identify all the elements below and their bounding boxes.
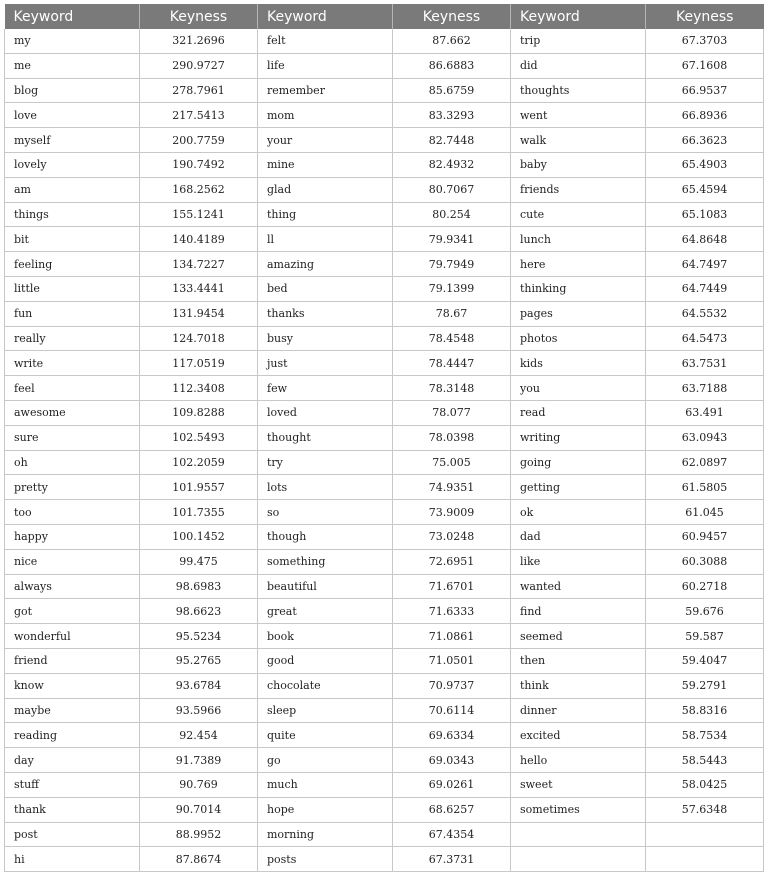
keyword-cell: mom: [258, 103, 393, 128]
keyness-cell: 140.4189: [140, 227, 258, 252]
keyness-cell: 321.2696: [140, 29, 258, 53]
keyword-cell: oh: [5, 450, 140, 475]
keyness-cell: 200.7759: [140, 128, 258, 153]
table-row: [5, 549, 764, 574]
keyness-cell: 90.769: [140, 772, 258, 797]
keyword-cell: me: [5, 53, 140, 78]
keyness-cell: 290.9727: [140, 53, 258, 78]
table-row: [5, 425, 764, 450]
keyword-cell: sweet: [511, 772, 646, 797]
table-row: [5, 797, 764, 822]
keyness-cell: 112.3408: [140, 376, 258, 401]
keyness-cell: 98.6623: [140, 599, 258, 624]
keyword-cell: got: [5, 599, 140, 624]
keyness-cell: 155.1241: [140, 202, 258, 227]
keyword-cell: thing: [258, 202, 393, 227]
keyness-cell: 64.7497: [646, 252, 764, 277]
table-header: [5, 4, 764, 29]
table-body: [5, 29, 764, 872]
keyword-cell: am: [5, 177, 140, 202]
keyness-header-1: Keyness: [140, 4, 258, 29]
keyness-cell: 80.7067: [393, 177, 511, 202]
keyword-cell: things: [5, 202, 140, 227]
keyword-cell: read: [511, 400, 646, 425]
keyword-cell: loved: [258, 400, 393, 425]
keyness-cell: 58.0425: [646, 772, 764, 797]
keyword-cell: kids: [511, 351, 646, 376]
keyness-cell: 69.0343: [393, 748, 511, 773]
keyword-cell: love: [5, 103, 140, 128]
keyness-cell: 58.7534: [646, 723, 764, 748]
keyword-cell: excited: [511, 723, 646, 748]
keyness-cell: 69.0261: [393, 772, 511, 797]
table-row: [5, 227, 764, 252]
keyword-cell: think: [511, 673, 646, 698]
table-row: [5, 500, 764, 525]
keyword-cell: ok: [511, 500, 646, 525]
keyness-cell: 71.6333: [393, 599, 511, 624]
keyword-cell: writing: [511, 425, 646, 450]
keyword-header-2: Keyword: [258, 4, 393, 29]
keyword-cell: friends: [511, 177, 646, 202]
keyword-cell: like: [511, 549, 646, 574]
keyword-cell: something: [258, 549, 393, 574]
keyness-cell: 168.2562: [140, 177, 258, 202]
keyword-cell: glad: [258, 177, 393, 202]
keyword-cell: day: [5, 748, 140, 773]
table-row: [5, 128, 764, 153]
keyness-cell: 78.67: [393, 301, 511, 326]
keyword-cell: hi: [5, 847, 140, 872]
keyword-cell: amazing: [258, 252, 393, 277]
keyness-cell: 85.6759: [393, 78, 511, 103]
keyword-cell: chocolate: [258, 673, 393, 698]
keyness-cell: 93.5966: [140, 698, 258, 723]
keyness-cell: 80.254: [393, 202, 511, 227]
keyword-cell: sure: [5, 425, 140, 450]
keyness-cell: 71.0501: [393, 648, 511, 673]
keyness-cell: 109.8288: [140, 400, 258, 425]
keyword-header-1: Keyword: [5, 4, 140, 29]
keyword-cell: pages: [511, 301, 646, 326]
keyword-cell: baby: [511, 152, 646, 177]
keyness-cell: 79.1399: [393, 276, 511, 301]
keyness-cell: 67.4354: [393, 822, 511, 847]
keyword-cell: life: [258, 53, 393, 78]
table-row: [5, 78, 764, 103]
keyness-cell: 63.0943: [646, 425, 764, 450]
keyness-cell: 59.676: [646, 599, 764, 624]
keyword-cell: pretty: [5, 475, 140, 500]
keyness-cell: 78.0398: [393, 425, 511, 450]
keyness-cell: 70.9737: [393, 673, 511, 698]
keyness-cell: 67.1608: [646, 53, 764, 78]
keyword-cell: just: [258, 351, 393, 376]
keyword-cell: sometimes: [511, 797, 646, 822]
keyness-cell: 217.5413: [140, 103, 258, 128]
keyword-cell: myself: [5, 128, 140, 153]
keyword-cell: stuff: [5, 772, 140, 797]
keyword-cell: sleep: [258, 698, 393, 723]
table-row: [5, 400, 764, 425]
keyness-cell: 117.0519: [140, 351, 258, 376]
table-row: [5, 673, 764, 698]
keyword-cell: little: [5, 276, 140, 301]
keyword-cell: thought: [258, 425, 393, 450]
keyness-cell: 64.8648: [646, 227, 764, 252]
keyword-cell: quite: [258, 723, 393, 748]
keyness-cell: 67.3703: [646, 29, 764, 53]
keyness-cell: 93.6784: [140, 673, 258, 698]
keyword-cell: walk: [511, 128, 646, 153]
table-row: [5, 326, 764, 351]
keyword-cell: lovely: [5, 152, 140, 177]
table-row: [5, 351, 764, 376]
keyness-cell: 71.0861: [393, 624, 511, 649]
keyword-cell: great: [258, 599, 393, 624]
table-row: [5, 475, 764, 500]
keyness-cell: 61.045: [646, 500, 764, 525]
keyness-cell: 133.4441: [140, 276, 258, 301]
keyword-cell: friend: [5, 648, 140, 673]
keyness-cell: 59.4047: [646, 648, 764, 673]
keyness-cell: 124.7018: [140, 326, 258, 351]
keyword-cell: blog: [5, 78, 140, 103]
keyness-cell: 71.6701: [393, 574, 511, 599]
keyword-cell: ll: [258, 227, 393, 252]
keyness-cell: 78.077: [393, 400, 511, 425]
keyness-cell: 92.454: [140, 723, 258, 748]
table-row: [5, 301, 764, 326]
keyword-cell: awesome: [5, 400, 140, 425]
keyword-cell: too: [5, 500, 140, 525]
keyness-cell: 98.6983: [140, 574, 258, 599]
keyness-header-2: Keyness: [393, 4, 511, 29]
keyword-cell: felt: [258, 29, 393, 53]
keyword-cell: much: [258, 772, 393, 797]
keyness-cell: 102.5493: [140, 425, 258, 450]
keyness-cell: 61.5805: [646, 475, 764, 500]
keyword-cell: you: [511, 376, 646, 401]
keyword-cell: go: [258, 748, 393, 773]
keyword-cell: mine: [258, 152, 393, 177]
table-row: [5, 723, 764, 748]
keyword-cell: post: [5, 822, 140, 847]
keyness-cell: 57.6348: [646, 797, 764, 822]
keyword-cell: write: [5, 351, 140, 376]
keyword-cell: seemed: [511, 624, 646, 649]
table-row: [5, 772, 764, 797]
keyword-cell: beautiful: [258, 574, 393, 599]
keyness-cell: 65.4903: [646, 152, 764, 177]
keyness-cell: 60.2718: [646, 574, 764, 599]
keyness-cell: 79.9341: [393, 227, 511, 252]
keyness-cell: 190.7492: [140, 152, 258, 177]
table-row: [5, 524, 764, 549]
keyness-cell: 87.662: [393, 29, 511, 53]
keyword-cell: really: [5, 326, 140, 351]
table-row: [5, 822, 764, 847]
keyword-cell: photos: [511, 326, 646, 351]
table-row: [5, 599, 764, 624]
keyness-cell: [646, 822, 764, 847]
keyword-cell: reading: [5, 723, 140, 748]
keyword-cell: did: [511, 53, 646, 78]
keyness-cell: 65.1083: [646, 202, 764, 227]
keyword-cell: hope: [258, 797, 393, 822]
keyword-cell: thinking: [511, 276, 646, 301]
keyness-cell: 134.7227: [140, 252, 258, 277]
keyword-cell: hello: [511, 748, 646, 773]
keyword-cell: though: [258, 524, 393, 549]
keyness-cell: 58.8316: [646, 698, 764, 723]
keyword-cell: fun: [5, 301, 140, 326]
keyness-cell: 101.9557: [140, 475, 258, 500]
keyness-cell: 70.6114: [393, 698, 511, 723]
keyness-cell: 87.8674: [140, 847, 258, 872]
header-row: [5, 4, 764, 29]
table-row: [5, 53, 764, 78]
table-row: [5, 177, 764, 202]
keyness-cell: 66.8936: [646, 103, 764, 128]
keyness-cell: 66.9537: [646, 78, 764, 103]
keyness-cell: 88.9952: [140, 822, 258, 847]
table-row: [5, 847, 764, 872]
keyword-cell: feeling: [5, 252, 140, 277]
keyword-cell: happy: [5, 524, 140, 549]
keyness-cell: 59.587: [646, 624, 764, 649]
keyword-cell: good: [258, 648, 393, 673]
keyness-table-container: [4, 4, 764, 872]
keyness-cell: 67.3731: [393, 847, 511, 872]
table-row: [5, 252, 764, 277]
keyness-cell: 78.4447: [393, 351, 511, 376]
keyness-cell: 73.0248: [393, 524, 511, 549]
keyword-cell: remember: [258, 78, 393, 103]
keyness-cell: 278.7961: [140, 78, 258, 103]
keyness-cell: 68.6257: [393, 797, 511, 822]
keyness-cell: 82.7448: [393, 128, 511, 153]
table-row: [5, 748, 764, 773]
keyword-cell: morning: [258, 822, 393, 847]
table-row: [5, 450, 764, 475]
keyness-cell: 66.3623: [646, 128, 764, 153]
keyword-cell: then: [511, 648, 646, 673]
keyword-cell: my: [5, 29, 140, 53]
keyness-cell: 102.2059: [140, 450, 258, 475]
keyness-cell: 83.3293: [393, 103, 511, 128]
keyness-cell: 131.9454: [140, 301, 258, 326]
keyness-cell: [646, 847, 764, 872]
keyword-cell: here: [511, 252, 646, 277]
keyword-cell: posts: [258, 847, 393, 872]
keyword-cell: cute: [511, 202, 646, 227]
keyness-cell: 99.475: [140, 549, 258, 574]
keyness-cell: 95.5234: [140, 624, 258, 649]
keyword-cell: [511, 822, 646, 847]
keyness-cell: 63.7531: [646, 351, 764, 376]
keyness-cell: 69.6334: [393, 723, 511, 748]
keyword-cell: dinner: [511, 698, 646, 723]
keyness-cell: 100.1452: [140, 524, 258, 549]
keyword-cell: dad: [511, 524, 646, 549]
keyness-cell: 63.491: [646, 400, 764, 425]
keyness-cell: 60.9457: [646, 524, 764, 549]
keyword-cell: going: [511, 450, 646, 475]
keyword-cell: know: [5, 673, 140, 698]
keyword-cell: trip: [511, 29, 646, 53]
keyword-cell: thank: [5, 797, 140, 822]
keyword-cell: nice: [5, 549, 140, 574]
keyword-header-3: Keyword: [511, 4, 646, 29]
table-row: [5, 29, 764, 53]
keyword-cell: feel: [5, 376, 140, 401]
table-row: [5, 103, 764, 128]
keyword-cell: your: [258, 128, 393, 153]
keyness-cell: 64.5473: [646, 326, 764, 351]
keyword-cell: so: [258, 500, 393, 525]
keyword-cell: lots: [258, 475, 393, 500]
keyness-cell: 82.4932: [393, 152, 511, 177]
keyness-cell: 101.7355: [140, 500, 258, 525]
table-row: [5, 152, 764, 177]
keyness-header-3: Keyness: [646, 4, 764, 29]
keyness-cell: 63.7188: [646, 376, 764, 401]
keyword-cell: getting: [511, 475, 646, 500]
table-row: [5, 376, 764, 401]
keyness-cell: 58.5443: [646, 748, 764, 773]
table-row: [5, 624, 764, 649]
keyness-cell: 59.2791: [646, 673, 764, 698]
table-row: [5, 698, 764, 723]
keyness-cell: 75.005: [393, 450, 511, 475]
keyness-cell: 64.7449: [646, 276, 764, 301]
keyword-cell: few: [258, 376, 393, 401]
keyness-cell: 62.0897: [646, 450, 764, 475]
keyword-cell: busy: [258, 326, 393, 351]
keyness-cell: 91.7389: [140, 748, 258, 773]
keyness-cell: 79.7949: [393, 252, 511, 277]
table-row: [5, 202, 764, 227]
keyword-cell: went: [511, 103, 646, 128]
keyness-table: [4, 4, 764, 872]
keyness-cell: 72.6951: [393, 549, 511, 574]
table-row: [5, 574, 764, 599]
keyword-cell: always: [5, 574, 140, 599]
keyword-cell: maybe: [5, 698, 140, 723]
table-row: [5, 648, 764, 673]
keyness-cell: 74.9351: [393, 475, 511, 500]
keyness-cell: 73.9009: [393, 500, 511, 525]
keyword-cell: book: [258, 624, 393, 649]
keyness-cell: 64.5532: [646, 301, 764, 326]
keyword-cell: find: [511, 599, 646, 624]
keyness-cell: 65.4594: [646, 177, 764, 202]
keyness-cell: 78.4548: [393, 326, 511, 351]
keyword-cell: thoughts: [511, 78, 646, 103]
keyword-cell: [511, 847, 646, 872]
keyness-cell: 60.3088: [646, 549, 764, 574]
keyness-cell: 86.6883: [393, 53, 511, 78]
keyword-cell: lunch: [511, 227, 646, 252]
keyness-cell: 78.3148: [393, 376, 511, 401]
keyword-cell: wanted: [511, 574, 646, 599]
keyword-cell: bit: [5, 227, 140, 252]
keyword-cell: wonderful: [5, 624, 140, 649]
keyness-cell: 95.2765: [140, 648, 258, 673]
keyword-cell: bed: [258, 276, 393, 301]
keyword-cell: try: [258, 450, 393, 475]
keyness-cell: 90.7014: [140, 797, 258, 822]
keyword-cell: thanks: [258, 301, 393, 326]
table-row: [5, 276, 764, 301]
